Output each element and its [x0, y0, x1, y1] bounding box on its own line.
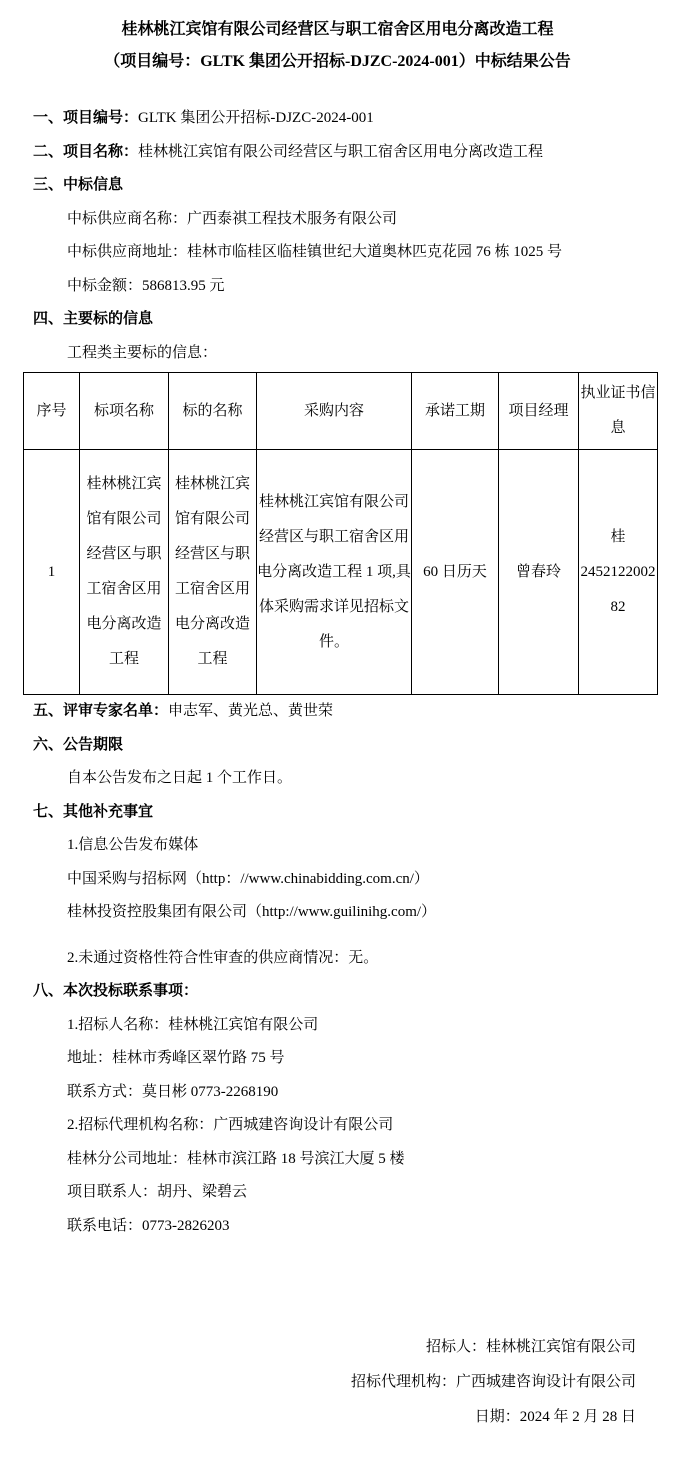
document-body: [0, 102, 675, 1243]
document-title-line-1: 桂林桃江宾馆有限公司经营区与职工宿舍区用电分离改造工程: [121, 21, 554, 38]
main-subject-heading: 四、主要标的信息: [33, 311, 154, 327]
document-title: [0, 0, 675, 78]
project-name-value: 桂林桃江宾馆有限公司经营区与职工宿舍区用电分离改造工程: [138, 143, 544, 160]
subjects-table: [23, 372, 658, 695]
agency-address-line: 桂林分公司地址：桂林市滨江路 18 号滨江大厦 5 楼: [67, 1150, 405, 1167]
table-header-project-manager: 项目经理: [499, 373, 579, 450]
award-amount-line: 中标金额：586813.95 元: [67, 277, 225, 294]
media-chinabidding-line: 中国采购与招标网（http：//www.chinabidding.com.cn/）: [67, 870, 429, 887]
tenderer-address-line: 地址：桂林市秀峰区翠竹路 75 号: [67, 1050, 285, 1066]
supplier-address-line: 中标供应商地址：桂林市临桂区临桂镇世纪大道奥林匹克花园 76 栋 1025 号: [67, 244, 563, 260]
award-info-heading: 三、中标信息: [33, 177, 124, 193]
footer-tenderer: 招标人：桂林桃江宾馆有限公司: [425, 1339, 636, 1355]
agency-contacts-line: 项目联系人：胡丹、梁碧云: [67, 1184, 248, 1200]
announcement-period-content: 自本公告发布之日起 1 个工作日。: [67, 770, 293, 786]
tenderer-name-line: 1.招标人名称：桂林桃江宾馆有限公司: [67, 1016, 319, 1033]
cell-no: 1: [24, 450, 80, 695]
experts-line: [0, 695, 675, 729]
media-guilin-line: 桂林投资控股集团有限公司（http://www.guilinihg.com/）: [67, 904, 437, 920]
other-matters-heading: 七、其他补充事宜: [33, 803, 154, 820]
table-header-procurement-content: 采购内容: [257, 373, 412, 450]
cell-item-name: 桂林桃江宾馆有限公司经营区与职工宿舍区用电分离改造工程: [80, 450, 169, 695]
project-number-line: [0, 102, 675, 136]
media-title-line: 1.信息公告发布媒体: [67, 837, 199, 853]
table-header-item-name: 标项名称: [80, 373, 169, 450]
cell-procurement-content: 桂林桃江宾馆有限公司经营区与职工宿舍区用电分离改造工程 1 项,具体采购需求详见招标文件。: [257, 450, 412, 695]
agency-phone-line: 联系电话：0773-2826203: [67, 1217, 230, 1234]
table-header-no: 序号: [24, 373, 80, 450]
tenderer-contact-line: 联系方式：莫日彬 0773-2268190: [67, 1083, 279, 1100]
table-header-subject-name: 标的名称: [169, 373, 257, 450]
main-subject-intro: 工程类主要标的信息：: [67, 344, 218, 361]
footer-agency: 招标代理机构：广西城建咨询设计有限公司: [350, 1374, 636, 1390]
unqualified-suppliers-line: 2.未通过资格性符合性审查的供应商情况：无。: [67, 949, 379, 966]
project-number-value: GLTK 集团公开招标-DJZC-2024-001: [138, 110, 374, 126]
cell-certificate: 桂 245212200282: [579, 450, 658, 695]
project-number-label: 一、项目编号：: [33, 110, 139, 126]
contact-heading: 八、本次投标联系事项：: [33, 983, 199, 999]
cell-project-manager: 曾春玲: [499, 450, 579, 695]
document-title-line-2: （项目编号：GLTK 集团公开招标-DJZC-2024-001）中标结果公告: [104, 53, 571, 70]
announcement-period-heading: 六、公告期限: [33, 736, 124, 753]
table-header-promised-duration: 承诺工期: [412, 373, 499, 450]
cell-subject-name: 桂林桃江宾馆有限公司经营区与职工宿舍区用电分离改造工程: [169, 450, 257, 695]
cell-promised-duration: 60 日历天: [412, 450, 499, 695]
project-name-line: [0, 136, 675, 170]
supplier-name-line: 中标供应商名称：广西泰祺工程技术服务有限公司: [67, 210, 398, 227]
table-row: [24, 450, 658, 695]
agency-name-line: 2.招标代理机构名称：广西城建咨询设计有限公司: [67, 1117, 394, 1133]
footer-date: 日期：2024 年 2 月 28 日: [474, 1409, 636, 1425]
experts-label: 五、评审专家名单：: [33, 703, 169, 719]
experts-value: 申志军、黄光总、黄世荣: [168, 703, 334, 719]
signature-block: [351, 1330, 636, 1435]
table-header-certificate: 执业证书信息: [579, 373, 658, 450]
table-header-row: [24, 373, 658, 450]
project-name-label: 二、项目名称：: [33, 143, 139, 160]
